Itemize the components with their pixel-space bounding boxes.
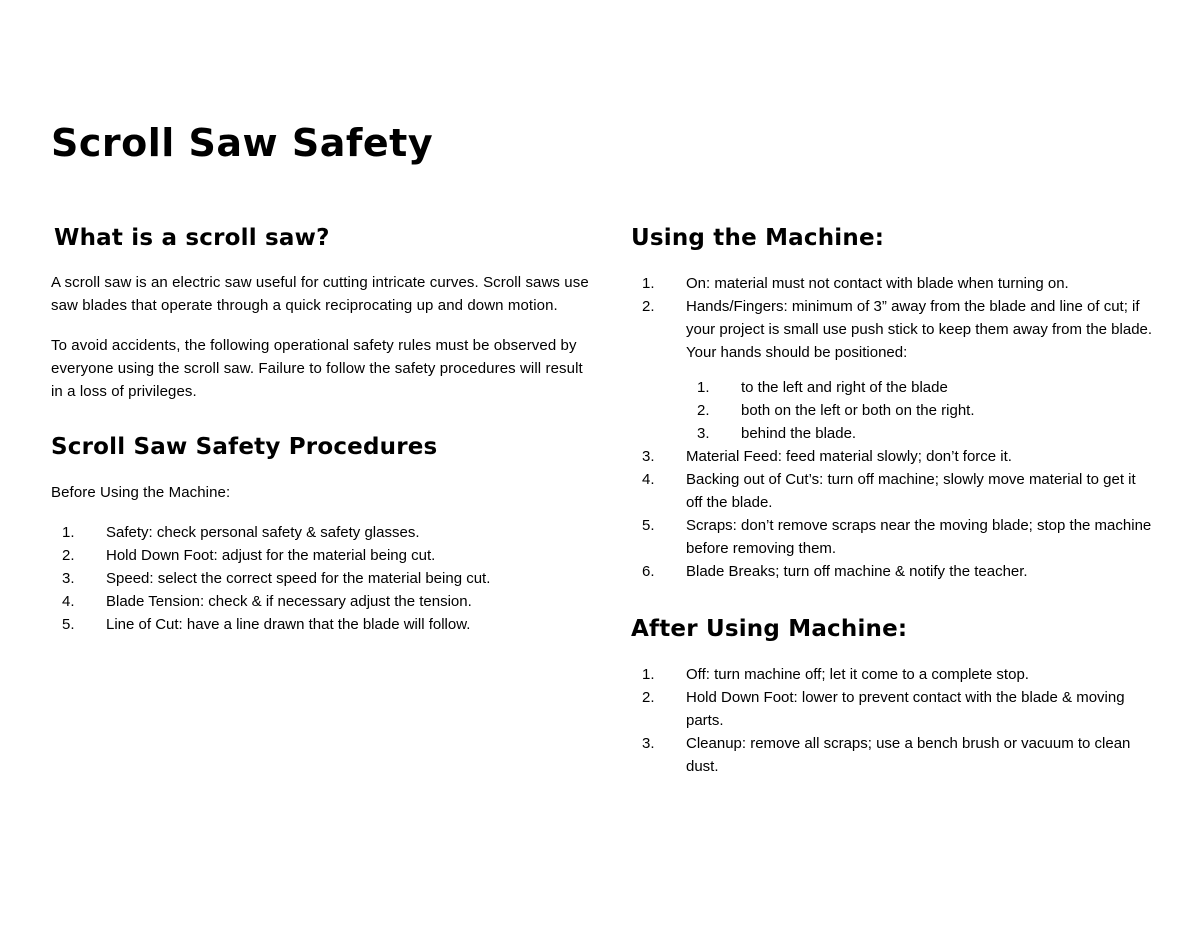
sub-list-item: 3. behind the blade. <box>697 425 857 442</box>
list-item: 2. Hold Down Foot: adjust for the material being cut. <box>62 547 436 564</box>
sub-list-item: 1. to the left and right of the blade <box>697 379 948 396</box>
before-using-list <box>51 521 591 636</box>
using-machine-list <box>631 272 1156 583</box>
list-item: 2. Hands/Fingers: minimum of 3” away from the blade and line of cut; if your project is small use push stick to keep them away from the blade. Your hands should be positioned: 1. to the left and right of the blade 2. both on the left or both on the right. 3. behind the blade. <box>631 295 1156 445</box>
right-column <box>631 222 1156 778</box>
intro-paragraph: A scroll saw is an electric saw useful for cutting intricate curves. Scroll saws use saw blades that operate through a quick reciprocating up and down motion. <box>51 274 589 314</box>
list-item: 1. Safety: check personal safety & safety glasses. <box>62 524 420 541</box>
list-item: 6. Blade Breaks; turn off machine & notify the teacher. <box>642 563 1028 580</box>
list-item: 1. Off: turn machine off; let it come to a complete stop. <box>642 666 1029 683</box>
what-is-heading: What is a scroll saw? <box>54 225 330 251</box>
list-item: 5. Scraps: don’t remove scraps near the moving blade; stop the machine before removing them. <box>642 517 1152 557</box>
list-item: 5. Line of Cut: have a line drawn that the blade will follow. <box>62 616 471 633</box>
list-item: 2. Hold Down Foot: lower to prevent contact with the blade & moving parts. <box>642 689 1125 729</box>
sub-list-item: 2. both on the left or both on the right. <box>697 402 975 419</box>
page-title: Scroll Saw Safety <box>51 121 434 165</box>
list-item: 3. Speed: select the correct speed for the material being cut. <box>62 570 491 587</box>
hand-position-sublist <box>686 376 1156 445</box>
after-using-list <box>631 663 1156 778</box>
list-item: 1. On: material must not contact with blade when turning on. <box>642 275 1069 292</box>
rules-paragraph: To avoid accidents, the following operational safety rules must be observed by everyone using the scroll saw. Failure to follow the safety procedures will result in a loss of privileges. <box>51 337 583 400</box>
using-machine-heading: Using the Machine: <box>631 225 885 251</box>
list-item: 3. Material Feed: feed material slowly; don’t force it. <box>642 448 1012 465</box>
left-column <box>51 222 591 636</box>
list-item: 4. Backing out of Cut’s: turn off machine; slowly move material to get it off the blade. <box>642 471 1136 511</box>
list-item: 3. Cleanup: remove all scraps; use a bench brush or vacuum to clean dust. <box>642 735 1131 775</box>
procedures-heading: Scroll Saw Safety Procedures <box>51 434 438 460</box>
list-item: 4. Blade Tension: check & if necessary adjust the tension. <box>62 593 472 610</box>
after-using-heading: After Using Machine: <box>631 616 908 642</box>
before-using-label: Before Using the Machine: <box>51 484 231 501</box>
